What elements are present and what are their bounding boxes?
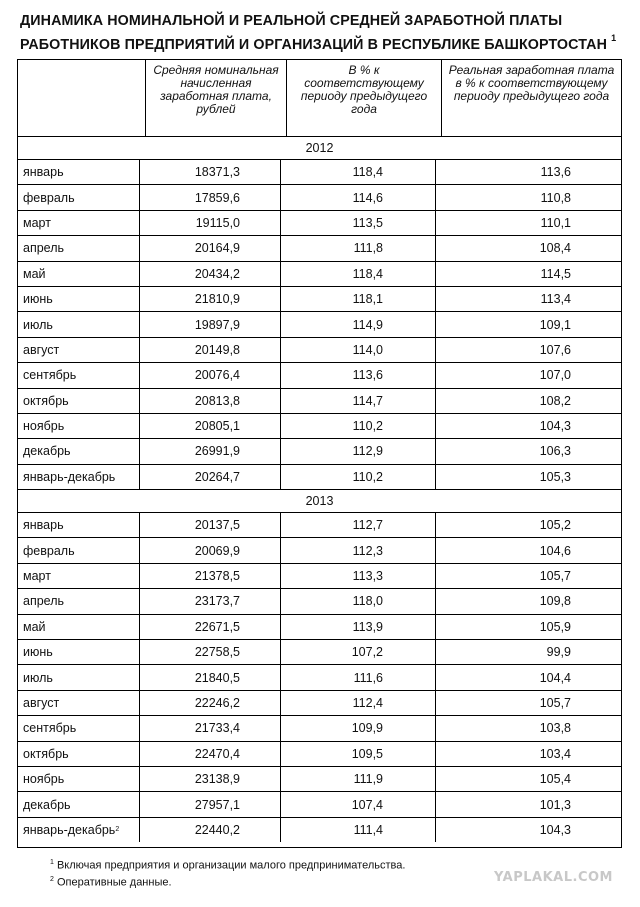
row-percent-prev-year: 113,3 [280,564,435,588]
table-row [18,640,621,665]
row-nominal-salary: 20434,2 [139,262,280,286]
table-row [18,513,621,538]
row-real-salary: 103,8 [435,716,621,740]
row-period-text: февраль [23,190,75,205]
row-period-text: октябрь [23,746,69,761]
row-real-salary: 114,5 [435,262,621,286]
row-period-text: март [23,569,51,584]
row-period-text: декабрь [23,444,71,459]
row-nominal-salary: 20805,1 [139,414,280,438]
row-nominal-salary: 21840,5 [139,665,280,689]
row-period [18,665,139,689]
row-period-text: январь-декабрь [23,469,116,484]
row-real-salary: 105,2 [435,513,621,537]
title-footnote-mark: 1 [611,33,617,43]
footnote-1-text: Включая предприятия и организации малого предпринимательства. [56,859,406,872]
row-period [18,439,139,463]
row-period-text: июль [23,317,53,332]
table-row [18,767,621,792]
row-nominal-salary: 20137,5 [139,513,280,537]
header-blank [18,60,145,136]
row-nominal-salary: 23173,7 [139,589,280,613]
row-percent-prev-year: 114,7 [280,389,435,413]
row-period-text: декабрь [23,797,71,812]
row-percent-prev-year: 113,9 [280,615,435,639]
row-period-text: ноябрь [23,772,65,787]
table-row [18,589,621,614]
row-real-salary: 105,7 [435,691,621,715]
title-line-1: ДИНАМИКА НОМИНАЛЬНОЙ И РЕАЛЬНОЙ СРЕДНЕЙ ЗАРАБОТНОЙ ПЛАТЫ [20,13,563,29]
row-nominal-salary: 27957,1 [139,792,280,816]
row-nominal-salary: 20813,8 [139,389,280,413]
row-period-text: апрель [23,594,65,609]
row-percent-prev-year: 114,0 [280,338,435,362]
row-percent-prev-year: 111,9 [280,767,435,791]
table-header [18,60,621,137]
row-nominal-salary: 26991,9 [139,439,280,463]
row-period [18,589,139,613]
row-real-salary: 103,4 [435,742,621,766]
year-row-2013: 2013 [18,490,621,513]
rows-2013 [18,513,621,842]
row-real-salary: 108,2 [435,389,621,413]
row-real-salary: 107,0 [435,363,621,387]
row-nominal-salary: 22671,5 [139,615,280,639]
row-percent-prev-year: 114,6 [280,185,435,209]
row-real-salary: 104,6 [435,538,621,562]
row-percent-prev-year: 112,9 [280,439,435,463]
row-nominal-salary: 22470,4 [139,742,280,766]
footnote-2-mark: 2 [50,875,54,883]
row-real-salary: 106,3 [435,439,621,463]
row-real-salary: 105,4 [435,767,621,791]
row-period-text: август [23,696,60,710]
footnote-2 [50,873,405,890]
row-nominal-salary: 20069,9 [139,538,280,562]
row-period-text: июнь [23,292,53,307]
row-period-text: ноябрь [23,419,65,434]
row-real-salary: 104,4 [435,665,621,689]
row-period-text: январь [23,165,64,180]
row-percent-prev-year: 107,2 [280,640,435,664]
row-real-salary: 105,7 [435,564,621,588]
row-period [18,640,139,664]
row-nominal-salary: 19115,0 [139,211,280,235]
row-percent-prev-year: 111,6 [280,665,435,689]
row-nominal-salary: 22440,2 [139,818,280,842]
row-real-salary: 113,6 [435,160,621,184]
table-row [18,742,621,767]
row-period [18,716,139,740]
row-real-salary: 110,8 [435,185,621,209]
row-period-text: сентябрь [23,721,77,736]
row-period [18,338,139,362]
row-nominal-salary: 21810,9 [139,287,280,311]
row-real-salary: 105,9 [435,615,621,639]
row-percent-prev-year: 112,7 [280,513,435,537]
table-row [18,615,621,640]
row-real-salary: 105,3 [435,465,621,489]
table-row [18,414,621,439]
row-real-salary: 101,3 [435,792,621,816]
row-nominal-salary: 20076,4 [139,363,280,387]
table-row [18,691,621,716]
row-nominal-salary: 22758,5 [139,640,280,664]
row-real-salary: 99,9 [435,640,621,664]
row-period-text: май [23,266,46,281]
row-period [18,389,139,413]
row-period [18,287,139,311]
row-real-salary: 109,1 [435,312,621,336]
row-nominal-salary: 20164,9 [139,236,280,260]
row-period [18,742,139,766]
row-percent-prev-year: 113,5 [280,211,435,235]
document-title [20,12,632,55]
row-percent-prev-year: 109,9 [280,716,435,740]
year-row-2012: 2012 [18,137,621,160]
row-nominal-salary: 21378,5 [139,564,280,588]
row-period-text: май [23,619,46,634]
table-row [18,465,621,490]
row-period [18,185,139,209]
row-percent-prev-year: 118,1 [280,287,435,311]
row-nominal-salary: 21733,4 [139,716,280,740]
row-period [18,513,139,537]
row-nominal-salary: 20264,7 [139,465,280,489]
row-period [18,538,139,562]
row-period [18,465,139,489]
table-row [18,312,621,337]
table-row [18,538,621,563]
row-nominal-salary: 22246,2 [139,691,280,715]
row-real-salary: 107,6 [435,338,621,362]
row-period [18,767,139,791]
row-period-text: июль [23,670,53,685]
row-percent-prev-year: 111,8 [280,236,435,260]
table-row [18,185,621,210]
row-period-text: апрель [23,241,65,256]
row-percent-prev-year: 118,4 [280,160,435,184]
title-line-2-text: РАБОТНИКОВ ПРЕДПРИЯТИЙ И ОРГАНИЗАЦИЙ В РЕСПУБЛИКЕ БАШКОРТОСТАН [20,36,608,53]
row-period-text: март [23,215,51,230]
table-row [18,338,621,363]
row-nominal-salary: 17859,6 [139,185,280,209]
rows-2012 [18,160,621,490]
row-period-text: июнь [23,645,53,660]
row-period [18,792,139,816]
watermark: YAPLAKAL.COM [494,870,613,885]
row-period-text: сентябрь [23,368,77,383]
row-percent-prev-year: 107,4 [280,792,435,816]
row-period [18,564,139,588]
row-period-text: январь-декабрь [23,822,116,837]
row-real-salary: 113,4 [435,287,621,311]
title-line-2 [20,31,632,55]
footnote-2-text: Оперативные данные. [56,876,172,889]
row-nominal-salary: 18371,3 [139,160,280,184]
row-period-text: август [23,342,60,357]
row-percent-prev-year: 109,5 [280,742,435,766]
row-period-footnote-mark: 2 [115,826,120,834]
row-period [18,236,139,260]
row-period [18,211,139,235]
table-row [18,389,621,414]
row-real-salary: 104,3 [435,818,621,842]
row-period [18,414,139,438]
table-row [18,716,621,741]
row-percent-prev-year: 114,9 [280,312,435,336]
row-nominal-salary: 20149,8 [139,338,280,362]
footnote-1-mark: 1 [50,859,54,866]
row-nominal-salary: 19897,9 [139,312,280,336]
table-row [18,818,621,842]
table-row [18,792,621,817]
table-row [18,665,621,690]
table-row [18,211,621,236]
row-percent-prev-year: 110,2 [280,414,435,438]
table-row [18,439,621,464]
row-period [18,363,139,387]
footnotes [50,856,405,889]
table-row [18,363,621,388]
row-real-salary: 109,8 [435,589,621,613]
table-row [18,287,621,312]
row-percent-prev-year: 112,3 [280,538,435,562]
footnote-1 [50,856,405,873]
row-period [18,818,139,842]
row-percent-prev-year: 118,4 [280,262,435,286]
row-period [18,691,139,715]
table-row [18,160,621,185]
table-row [18,564,621,589]
header-nominal-salary: Средняя номинальная начисленная заработная плата, рублей [145,60,286,136]
row-period [18,160,139,184]
row-percent-prev-year: 113,6 [280,363,435,387]
row-period-text: февраль [23,543,75,558]
table-row [18,236,621,261]
row-period-text: январь [23,518,64,533]
row-real-salary: 108,4 [435,236,621,260]
row-period [18,615,139,639]
table-row [18,262,621,287]
header-real-salary: Реальная заработная плата в % к соответствующему периоду предыдущего года [441,60,621,136]
row-real-salary: 110,1 [435,211,621,235]
row-percent-prev-year: 111,4 [280,818,435,842]
row-percent-prev-year: 112,4 [280,691,435,715]
row-percent-prev-year: 110,2 [280,465,435,489]
header-percent-prev-year: В % к соответствующему периоду предыдущего года [286,60,441,136]
row-period [18,312,139,336]
salary-table [17,59,622,848]
row-nominal-salary: 23138,9 [139,767,280,791]
row-period-text: октябрь [23,393,69,408]
row-percent-prev-year: 118,0 [280,589,435,613]
row-period [18,262,139,286]
row-real-salary: 104,3 [435,414,621,438]
